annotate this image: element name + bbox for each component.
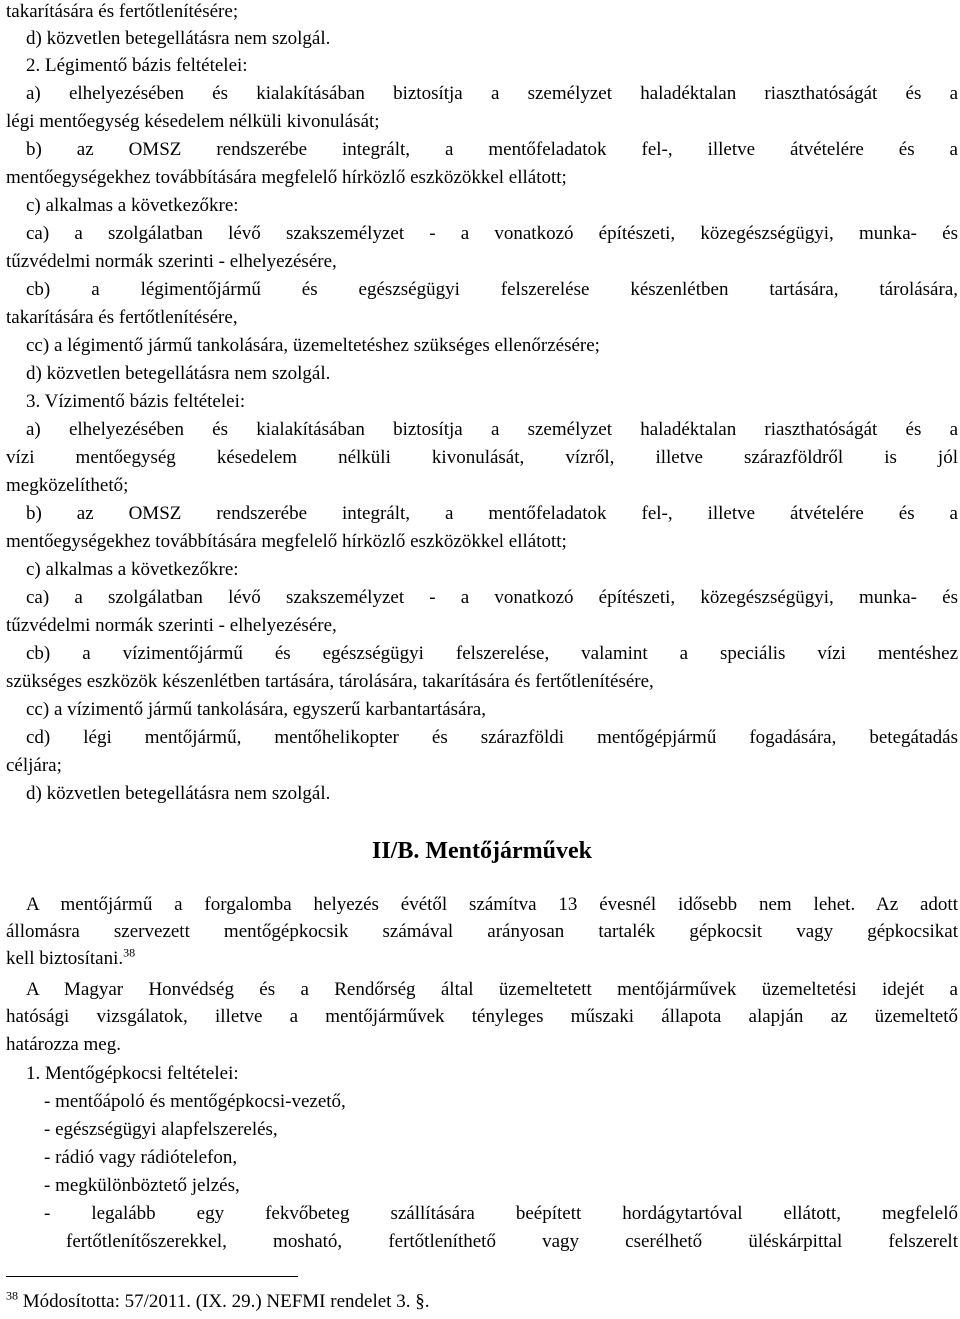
text-line: cd) légi mentőjármű, mentőhelikopter és szárazföldi mentőgépjármű fogadására, betegátadás bbox=[26, 727, 958, 748]
text-line: cb) a légimentőjármű és egészségügyi felszerelése készenlétben tartására, tárolására, bbox=[26, 279, 958, 300]
text-line: állomásra szervezett mentőgépkocsik számával arányosan tartalék gépkocsit vagy gépkocsikat bbox=[6, 921, 958, 942]
text-line: d) közvetlen betegellátásra nem szolgál. bbox=[26, 28, 331, 49]
text-line: c) alkalmas a következőkre: bbox=[26, 559, 239, 580]
text-line: mentőegységekhez továbbítására megfelelő hírközlő eszközökkel ellátott; bbox=[6, 531, 567, 552]
list-item: - mentőápoló és mentőgépkocsi-vezető, bbox=[44, 1091, 346, 1112]
text-line: 2. Légimentő bázis feltételei: bbox=[26, 55, 248, 76]
list-item: - egészségügyi alapfelszerelés, bbox=[44, 1119, 278, 1140]
list-item: - rádió vagy rádiótelefon, bbox=[44, 1147, 238, 1168]
text-line: mentőegységekhez továbbítására megfelelő hírközlő eszközökkel ellátott; bbox=[6, 167, 567, 188]
text-line: hatósági vizsgálatok, illetve a mentőjárművek tényleges műszaki állapota alapján az üzemeltető bbox=[6, 1006, 958, 1027]
text-line: 1. Mentőgépkocsi feltételei: bbox=[26, 1063, 239, 1084]
footnote bbox=[6, 1290, 429, 1314]
section-heading: II/B. Mentőjárművek bbox=[372, 838, 592, 864]
text-line: b) az OMSZ rendszerébe integrált, a mentőfeladatok fel-, illetve átvételére és a bbox=[26, 503, 958, 524]
text-line: cb) a vízimentőjármű és egészségügyi felszerelése, valamint a speciális vízi mentéshez bbox=[26, 643, 958, 664]
text-line: b) az OMSZ rendszerébe integrált, a mentőfeladatok fel-, illetve átvételére és a bbox=[26, 139, 958, 160]
text-line: légi mentőegység késedelem nélküli kivonulását; bbox=[6, 111, 380, 132]
text-line: vízi mentőegység késedelem nélküli kivonulását, vízről, illetve szárazföldről is jól bbox=[6, 447, 958, 468]
text-line: szükséges eszközök készenlétben tartására, tárolására, takarítására és fertőtlenítésére, bbox=[6, 671, 654, 692]
text-line: takarítására és fertőtlenítésére, bbox=[6, 307, 238, 328]
text-line: A mentőjármű a forgalomba helyezés évétől számítva 13 évesnél idősebb nem lehet. Az adott bbox=[26, 894, 958, 915]
footnote-number: 38 bbox=[6, 1288, 18, 1303]
text-line: a) elhelyezésében és kialakításában biztosítja a személyzet haladéktalan riaszthatóságát és a bbox=[26, 83, 958, 104]
text-line: ca) a szolgálatban lévő szakszemélyzet - a vonatkozó építészeti, közegészségügyi, munka- és bbox=[26, 223, 958, 244]
text-line-content: kell biztosítani. bbox=[6, 948, 124, 969]
text-line: d) közvetlen betegellátásra nem szolgál. bbox=[26, 363, 331, 384]
text-line: megközelíthető; bbox=[6, 475, 129, 496]
text-line: a) elhelyezésében és kialakításában biztosítja a személyzet haladéktalan riaszthatóságát és a bbox=[26, 419, 958, 440]
text-line: cc) a vízimentő jármű tankolására, egyszerű karbantartására, bbox=[26, 699, 486, 720]
list-item: - legalább egy fekvőbeteg szállítására beépített hordágytartóval ellátott, megfelelő bbox=[44, 1203, 958, 1224]
text-line: A Magyar Honvédség és a Rendőrség által üzemeltetett mentőjárművek üzemeltetési idejét a bbox=[26, 979, 958, 1000]
text-line: c) alkalmas a következőkre: bbox=[26, 195, 239, 216]
text-line: ca) a szolgálatban lévő szakszemélyzet - a vonatkozó építészeti, közegészségügyi, munka- és bbox=[26, 587, 958, 608]
footnote-text: Módosította: 57/2011. (IX. 29.) NEFMI rendelet 3. §. bbox=[22, 1291, 430, 1312]
footnote-reference[interactable]: 38 bbox=[123, 945, 136, 960]
text-line: határozza meg. bbox=[6, 1034, 121, 1055]
text-line: 3. Vízimentő bázis feltételei: bbox=[26, 391, 246, 412]
text-line bbox=[6, 947, 135, 971]
text-line: tűzvédelmi normák szerinti - elhelyezésére, bbox=[6, 615, 337, 636]
text-line: tűzvédelmi normák szerinti - elhelyezésére, bbox=[6, 251, 337, 272]
footnote-divider bbox=[6, 1276, 298, 1277]
list-item: - megkülönböztető jelzés, bbox=[44, 1175, 240, 1196]
text-line: takarítására és fertőtlenítésére; bbox=[6, 1, 239, 22]
text-line: cc) a légimentő jármű tankolására, üzemeltetéshez szükséges ellenőrzésére; bbox=[26, 335, 600, 356]
text-line: céljára; bbox=[6, 755, 62, 776]
text-line: d) közvetlen betegellátásra nem szolgál. bbox=[26, 783, 331, 804]
list-item-continuation: fertőtlenítőszerekkel, mosható, fertőtleníthető vagy cserélhető üléskárpittal felszerelt bbox=[66, 1231, 958, 1252]
